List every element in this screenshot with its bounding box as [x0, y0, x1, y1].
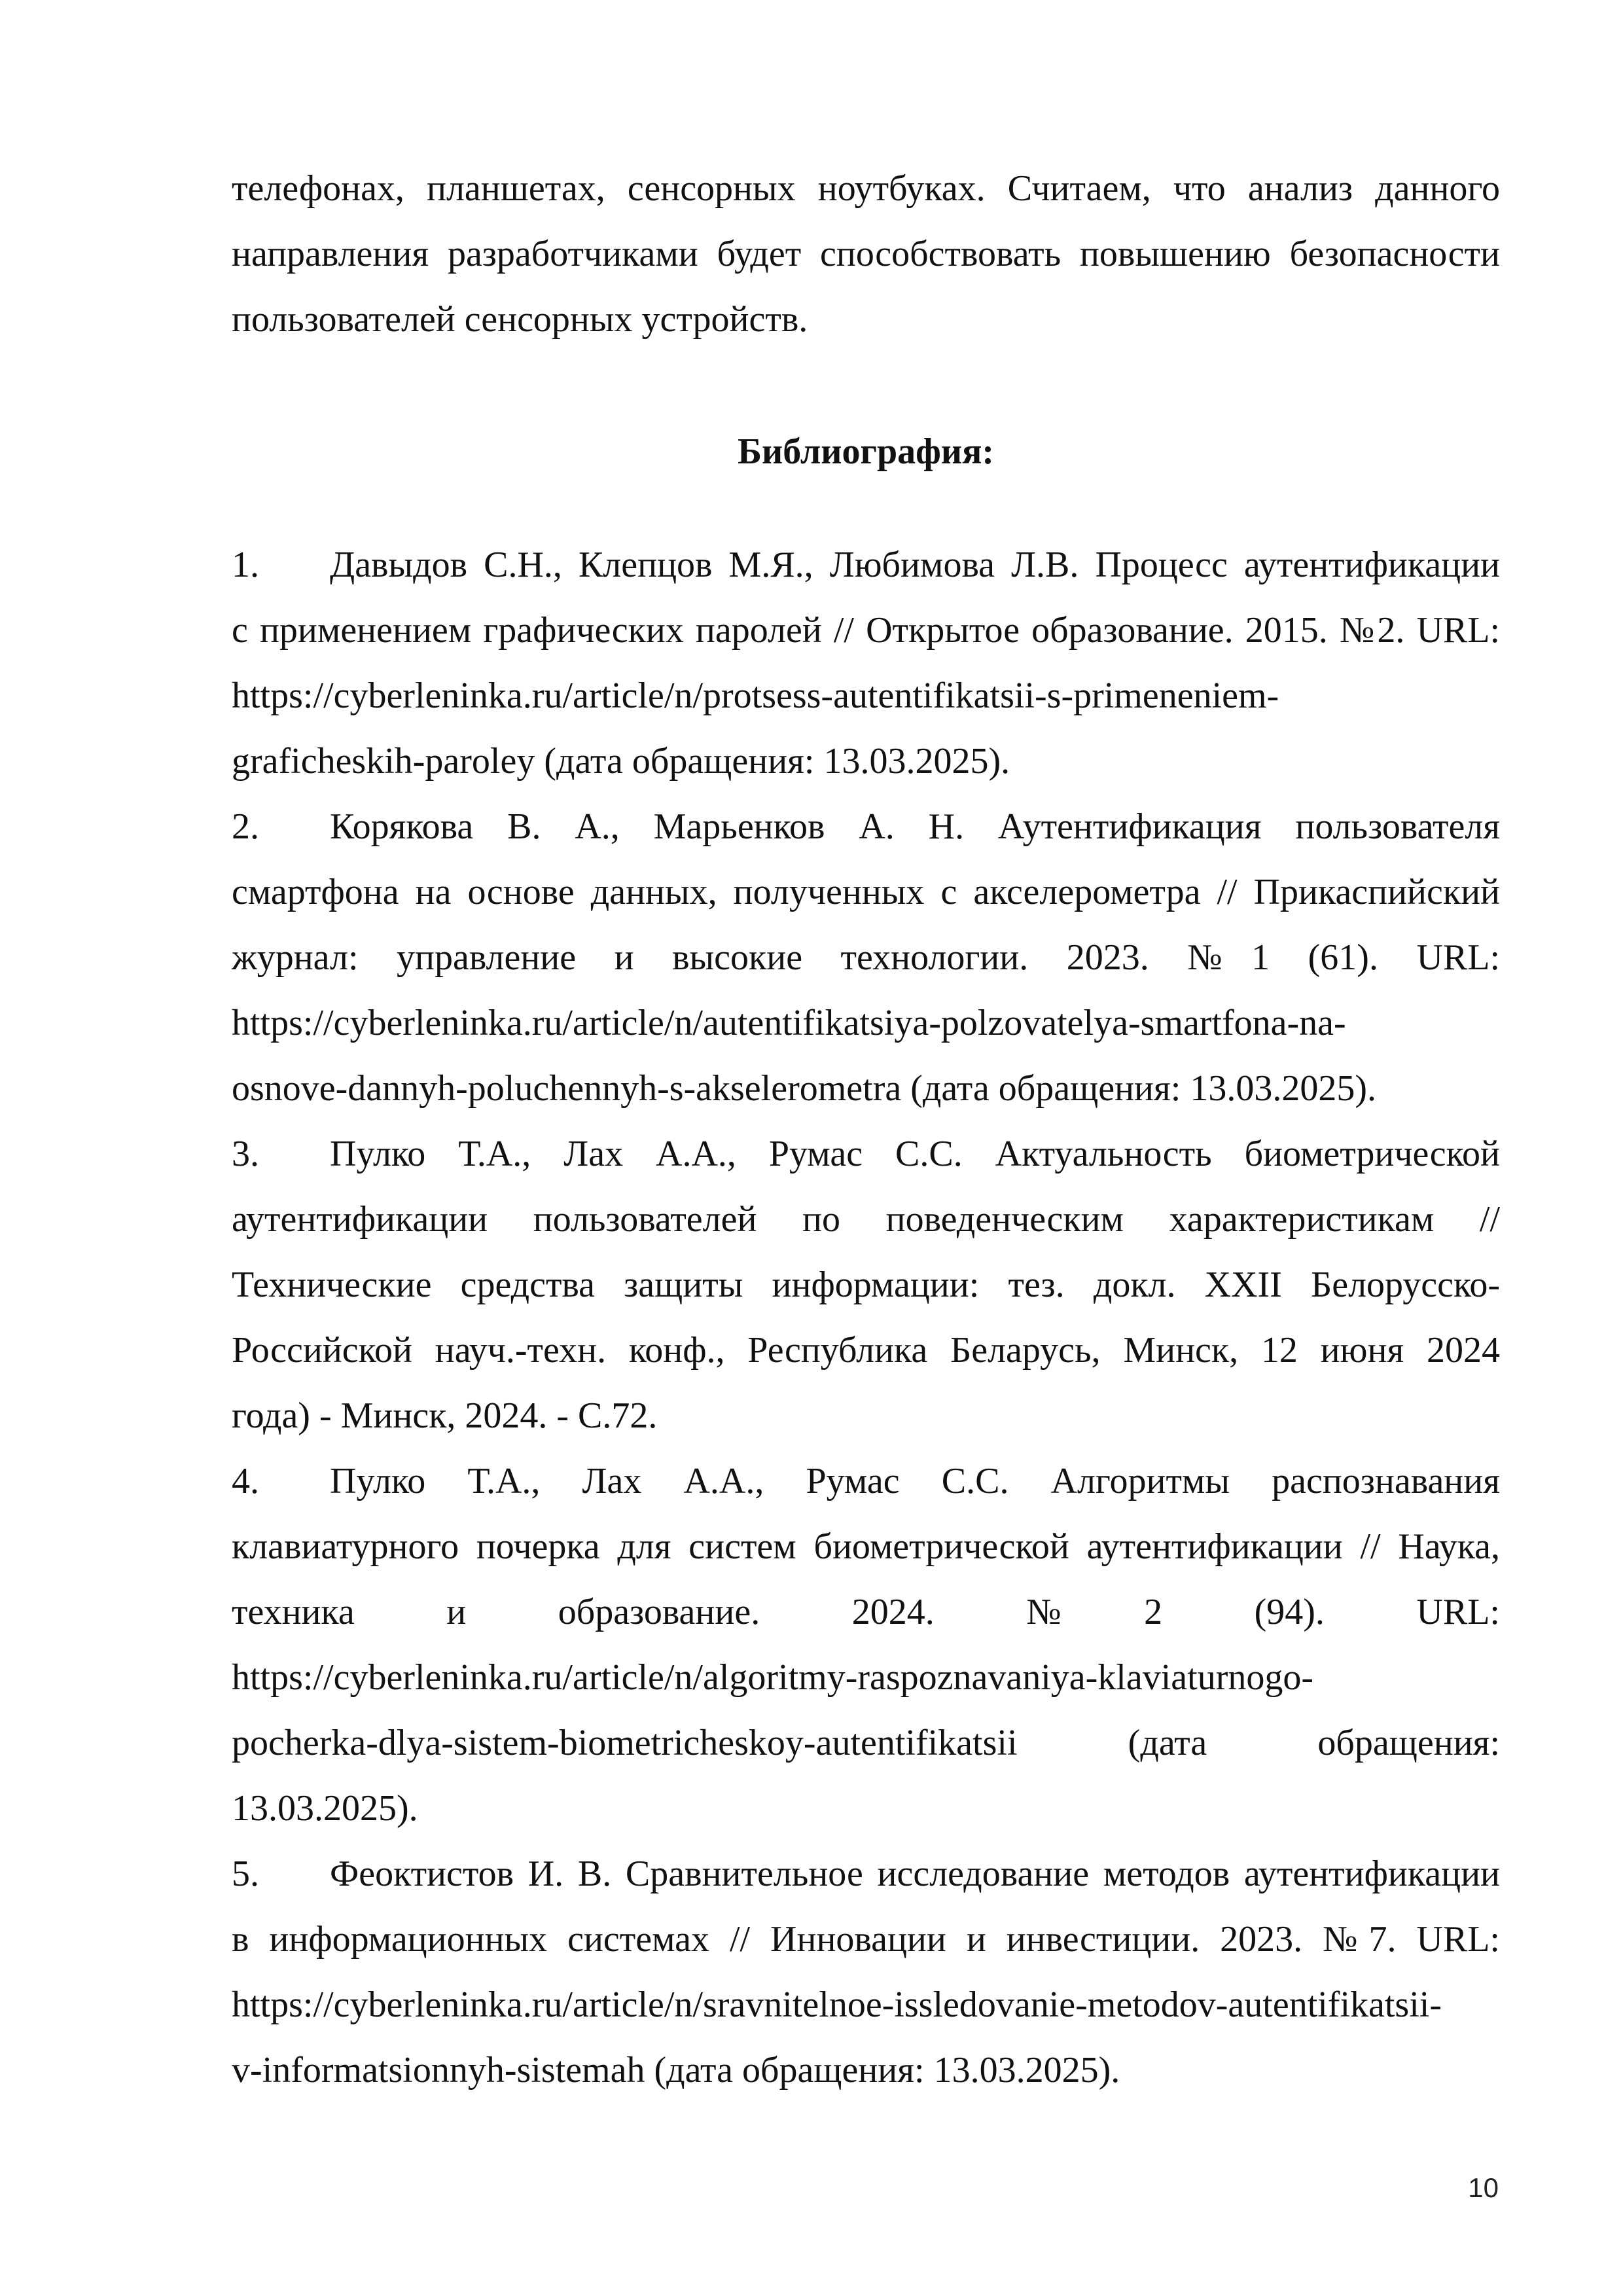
reference-text: Пулко Т.А., Лах А.А., Румас С.С. Актуальность биометрической — [330, 1134, 1500, 1174]
reference-line: https://cyberleninka.ru/article/n/autentifikatsiya-polzovatelya-smartfona-na- — [232, 1003, 1346, 1043]
reference-line: pocherka-dlya-sistem-biometricheskoy-autentifikatsii (дата обращения: — [232, 1723, 1500, 1763]
reference-line: https://cyberleninka.ru/article/n/sravnitelnoe-issledovanie-metodov-autentifikatsii- — [232, 1984, 1442, 2025]
reference-item — [232, 1841, 1500, 2103]
reference-number: 5. — [232, 1854, 259, 1894]
reference-number: 4. — [232, 1461, 259, 1501]
reference-text: Пулко Т.А., Лах А.А., Румас С.С. Алгоритмы распознавания — [330, 1461, 1500, 1501]
reference-item — [232, 1448, 1500, 1841]
reference-line: с применением графических паролей // Открытое образование. 2015. №2. URL: — [232, 610, 1500, 651]
reference-line: журнал: управление и высокие технологии. 2023. №1 (61). URL: — [232, 937, 1500, 978]
reference-line: Технические средства защиты информации: тез. докл. XXII Белорусско- — [232, 1265, 1500, 1305]
intro-line: пользователей сенсорных устройств. — [232, 299, 808, 340]
reference-line: смартфона на основе данных, полученных с акселерометра // Прикаспийский — [232, 872, 1500, 912]
reference-line: v-informatsionnyh-sistemah (дата обращения: 13.03.2025). — [232, 2050, 1120, 2090]
page-number: 10 — [1468, 2172, 1499, 2203]
reference-line — [232, 794, 1500, 859]
reference-number: 1. — [232, 545, 259, 585]
reference-text: Давыдов С.Н., Клепцов М.Я., Любимова Л.В. Процесс аутентификации — [330, 545, 1500, 585]
reference-item — [232, 532, 1500, 794]
reference-line: клавиатурного почерка для систем биометрической аутентификации // Наука, — [232, 1526, 1500, 1567]
reference-item — [232, 794, 1500, 1121]
bibliography-list — [232, 532, 1500, 2103]
reference-number: 2. — [232, 806, 259, 847]
reference-line: Российской науч.-техн. конф., Республика Беларусь, Минск, 12 июня 2024 — [232, 1330, 1500, 1371]
reference-line: в информационных системах // Инновации и инвестиции. 2023. №7. URL: — [232, 1919, 1500, 1960]
reference-line — [232, 1841, 1500, 1907]
reference-line: graficheskih-paroley (дата обращения: 13.03.2025). — [232, 741, 1010, 781]
reference-text: Феоктистов И. В. Сравнительное исследование методов аутентификации — [330, 1854, 1500, 1894]
reference-line: https://cyberleninka.ru/article/n/protsess-autentifikatsii-s-primeneniem- — [232, 675, 1279, 716]
reference-line — [232, 532, 1500, 598]
reference-line: техника и образование. 2024. №2 (94). URL: — [232, 1592, 1500, 1632]
reference-line: https://cyberleninka.ru/article/n/algoritmy-raspoznavaniya-klaviaturnogo- — [232, 1657, 1313, 1698]
intro-line: телефонах, планшетах, сенсорных ноутбуках. Считаем, что анализ данного — [232, 168, 1500, 209]
reference-text: Корякова В. А., Марьенков А. Н. Аутентификация пользователя — [330, 806, 1500, 847]
reference-number: 3. — [232, 1134, 259, 1174]
reference-line: 13.03.2025). — [232, 1788, 418, 1829]
bibliography-heading: Библиография: — [737, 431, 995, 472]
intro-paragraph — [232, 156, 1500, 352]
reference-line: года) - Минск, 2024. - С.72. — [232, 1395, 658, 1436]
reference-line: аутентификации пользователей по поведенческим характеристикам // — [232, 1199, 1500, 1240]
intro-line: направления разработчиками будет способствовать повышению безопасности — [232, 234, 1500, 274]
reference-line — [232, 1448, 1500, 1514]
reference-item — [232, 1121, 1500, 1448]
reference-line: osnove-dannyh-poluchennyh-s-akselerometra (дата обращения: 13.03.2025). — [232, 1068, 1376, 1109]
reference-line — [232, 1121, 1500, 1187]
